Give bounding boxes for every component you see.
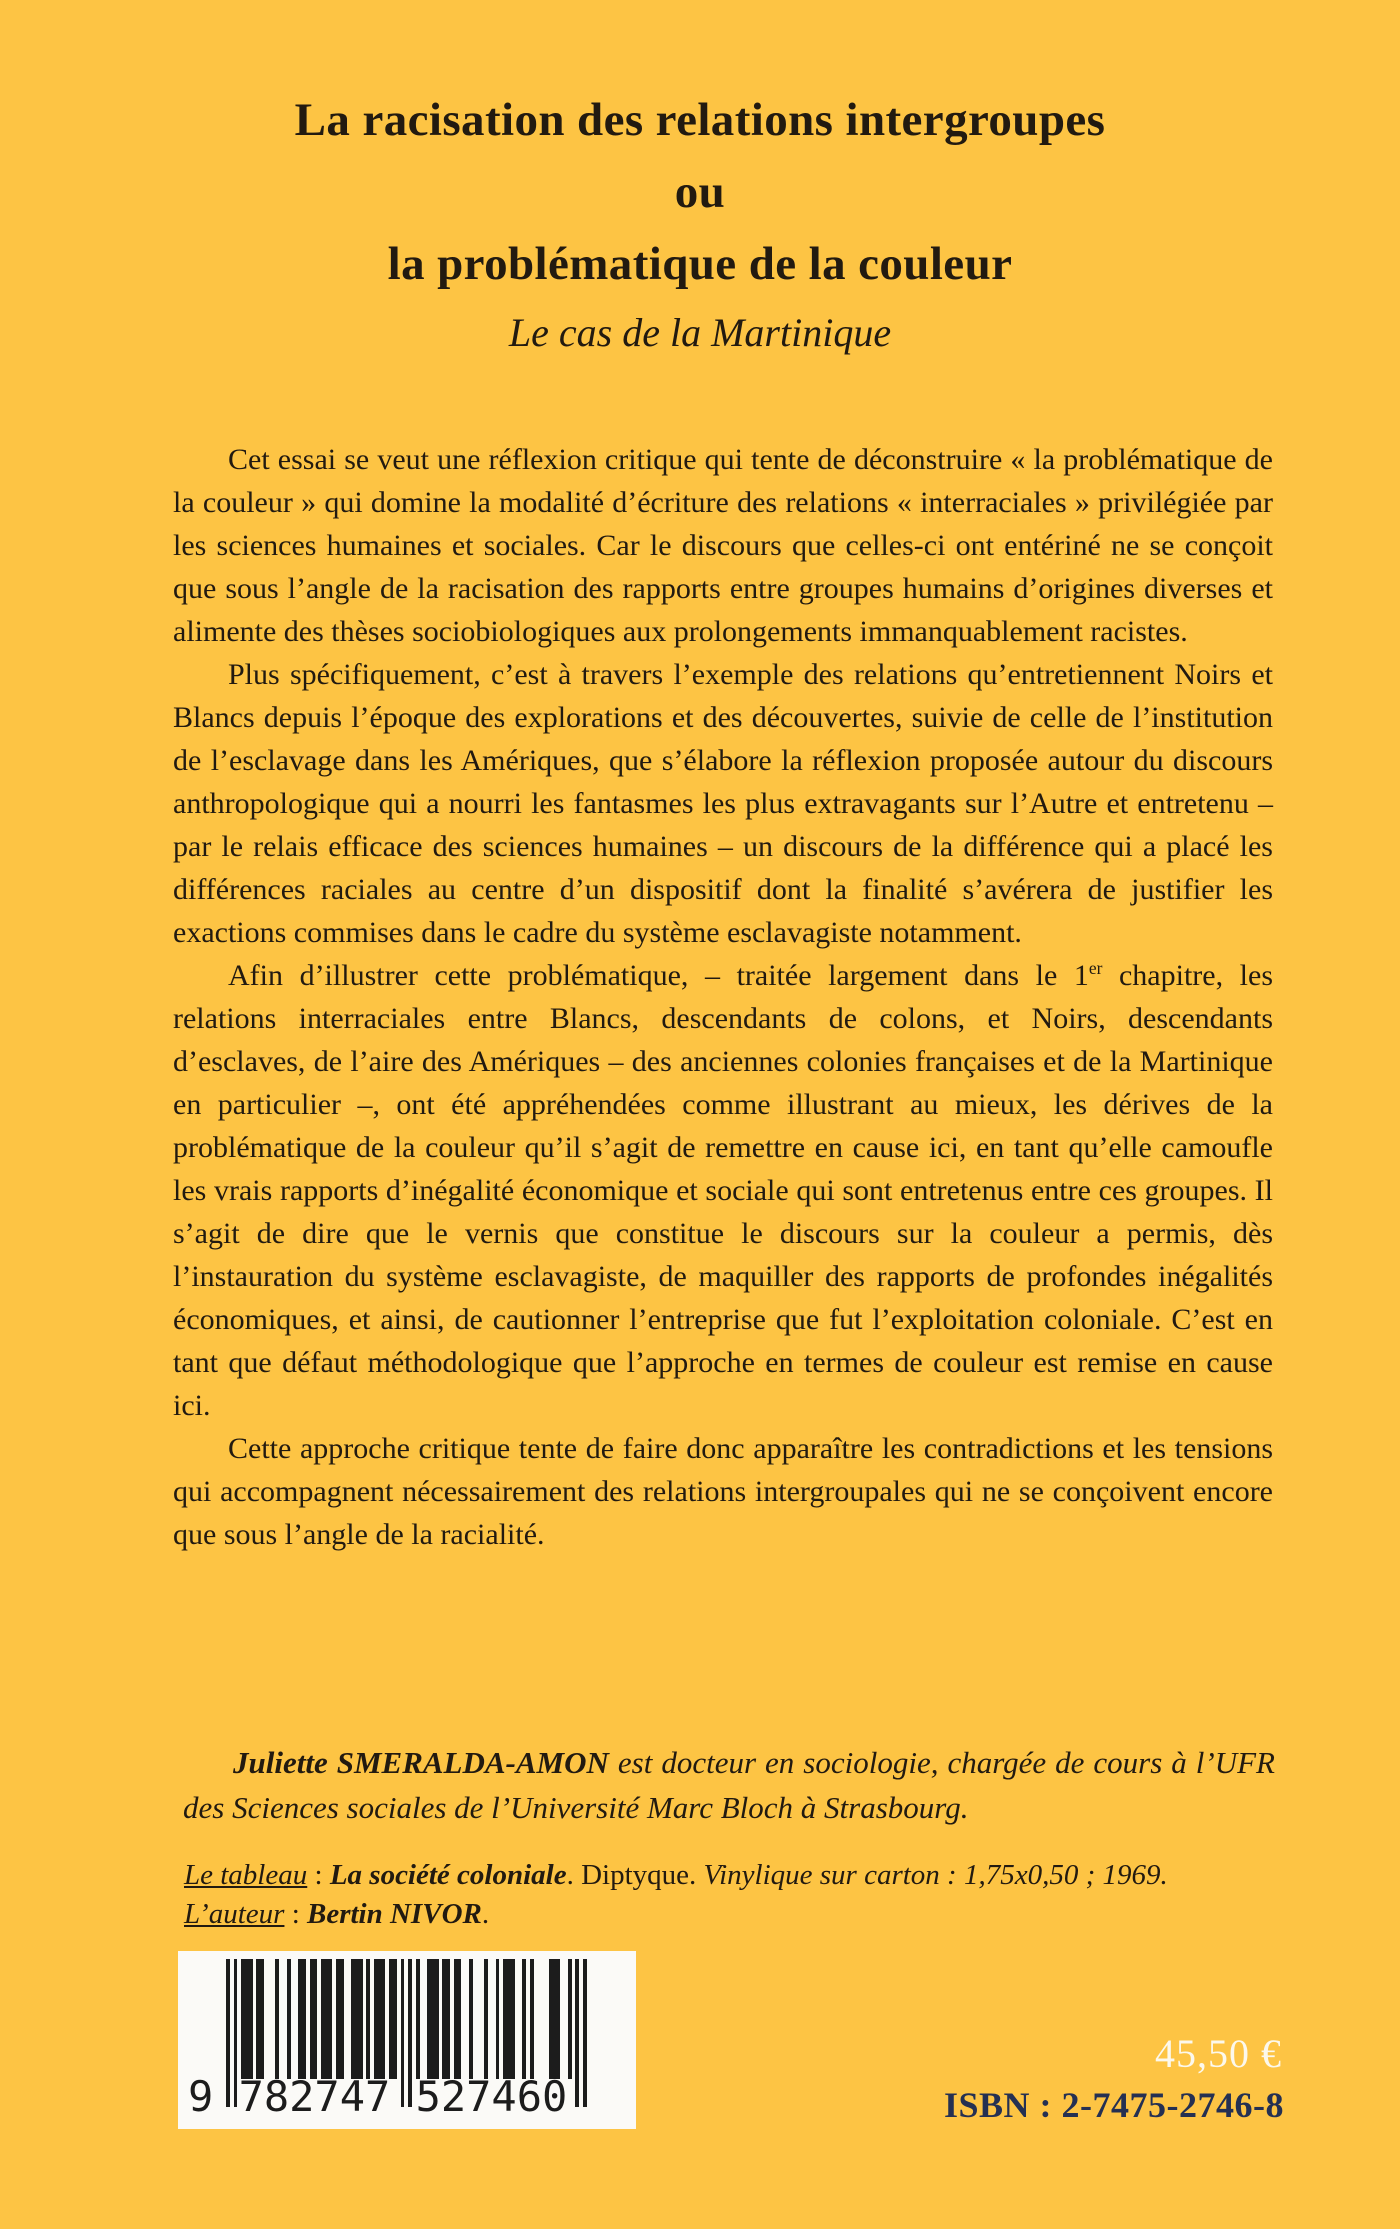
credit-line-artist	[184, 1895, 1314, 1934]
book-subtitle: Le cas de la Martinique	[508, 310, 892, 355]
credit-label-auteur: L’auteur	[184, 1898, 285, 1930]
ordinal-superscript: er	[1088, 958, 1103, 978]
barcode-digits: 9 782747 527460	[188, 2072, 568, 2121]
barcode-bar	[583, 1959, 587, 2107]
credit-line-painting	[184, 1856, 1314, 1895]
synopsis-paragraph-1: Cet essai se veut une réflexion critique qui tente de déconstruire « la problématique de la couleur » qui domine la modalité d’écriture des relations « interraciales » privilégiée par les sciences humaines et sociales. Car le discours que celles-ci ont entériné ne se conçoit que sous l’angle de la racisation des rapports entre groupes humains d’origines diverses et alimente des thèses sociobiologiques aux prolongements immanquablement racistes.	[173, 443, 1273, 648]
painting-detail: Vinylique sur carton : 1,75x0,50 ; 1969.	[703, 1859, 1168, 1891]
synopsis-paragraph-2: Plus spécifiquement, c’est à travers l’exemple des relations qu’entretiennent Noirs et Blancs depuis l’époque des explorations et des découvertes, suivie de celle de l’institution de l’esclavage dans les Amériques, que s’élabore la réflexion proposée autour du discours anthropologique qui a nourri les fantasmes les plus extravagants sur l’Autre et entretenu – par le relais efficace des sciences humaines – un discours de la différence qui a placé les différences raciales au centre d’un dispositif dont la finalité s’avérera de justifier les exactions commises dans le cadre du système esclavagiste notamment.	[173, 658, 1273, 949]
painting-title: La société coloniale	[329, 1859, 567, 1891]
synopsis-paragraph-4: Cette approche critique tente de faire donc apparaître les contradictions et les tensions qui accompagnent nécessairement des relations intergroupales qui ne se conçoivent encore que sous l’angle de la racialité.	[173, 1432, 1273, 1551]
synopsis-paragraph-3-start: Afin d’illustrer cette problématique, – traitée largement dans le 1	[228, 959, 1089, 992]
synopsis-paragraph-3-end: chapitre, les relations interraciales entre Blancs, descendants de colons, et Noirs, descendants d’esclaves, de l’aire des Amériques – des anciennes colonies françaises et de la Martinique en particulier –, ont été appréhendées comme illustrant au mieux, les dérives de la problématique de la couleur qu’il s’agit de remettre en cause ici, en tant qu’elle camoufle les vrais rapports d’inégalité économique et sociale qui sont entretenus entre ces groupes. Il s’agit de dire que le vernis que constitue le discours sur la couleur a permis, dès l’instauration du système esclavagiste, de maquiller des rapports de profondes inégalités économiques, et ainsi, de cautionner l’entreprise que fut l’exploitation coloniale. C’est en tant que défaut méthodologique que l’approche en termes de couleur est remise en cause ici.	[173, 959, 1273, 1422]
credit-separator-2: :	[284, 1898, 307, 1930]
author-bio-text: est docteur en sociologie, chargée de cours à l’UFR des Sciences sociales de l’Université Marc Bloch à Strasbourg.	[183, 1745, 1275, 1825]
synopsis-paragraph-3	[173, 954, 1273, 1427]
book-title-line-2: ou	[674, 166, 726, 218]
barcode	[178, 1951, 636, 2129]
book-title-line-1: La racisation des relations intergroupes	[294, 94, 1106, 146]
price-label: 45,50 €	[1155, 2031, 1282, 2076]
isbn-label: ISBN : 2-7475-2746-8	[944, 2085, 1284, 2125]
author-bio	[183, 1740, 1275, 1830]
credit-period: .	[481, 1898, 490, 1930]
author-name: Juliette SMERALDA-AMON	[233, 1745, 609, 1780]
painting-type: . Diptyque.	[566, 1859, 704, 1891]
title-block	[0, 84, 1400, 362]
artwork-credits	[184, 1856, 1314, 1934]
artist-name: Bertin NIVOR	[307, 1898, 482, 1930]
book-title-line-3: la problématique de la couleur	[387, 238, 1013, 290]
credit-separator-1: :	[307, 1859, 330, 1891]
credit-label-tableau: Le tableau	[184, 1859, 308, 1891]
synopsis	[173, 438, 1273, 1556]
